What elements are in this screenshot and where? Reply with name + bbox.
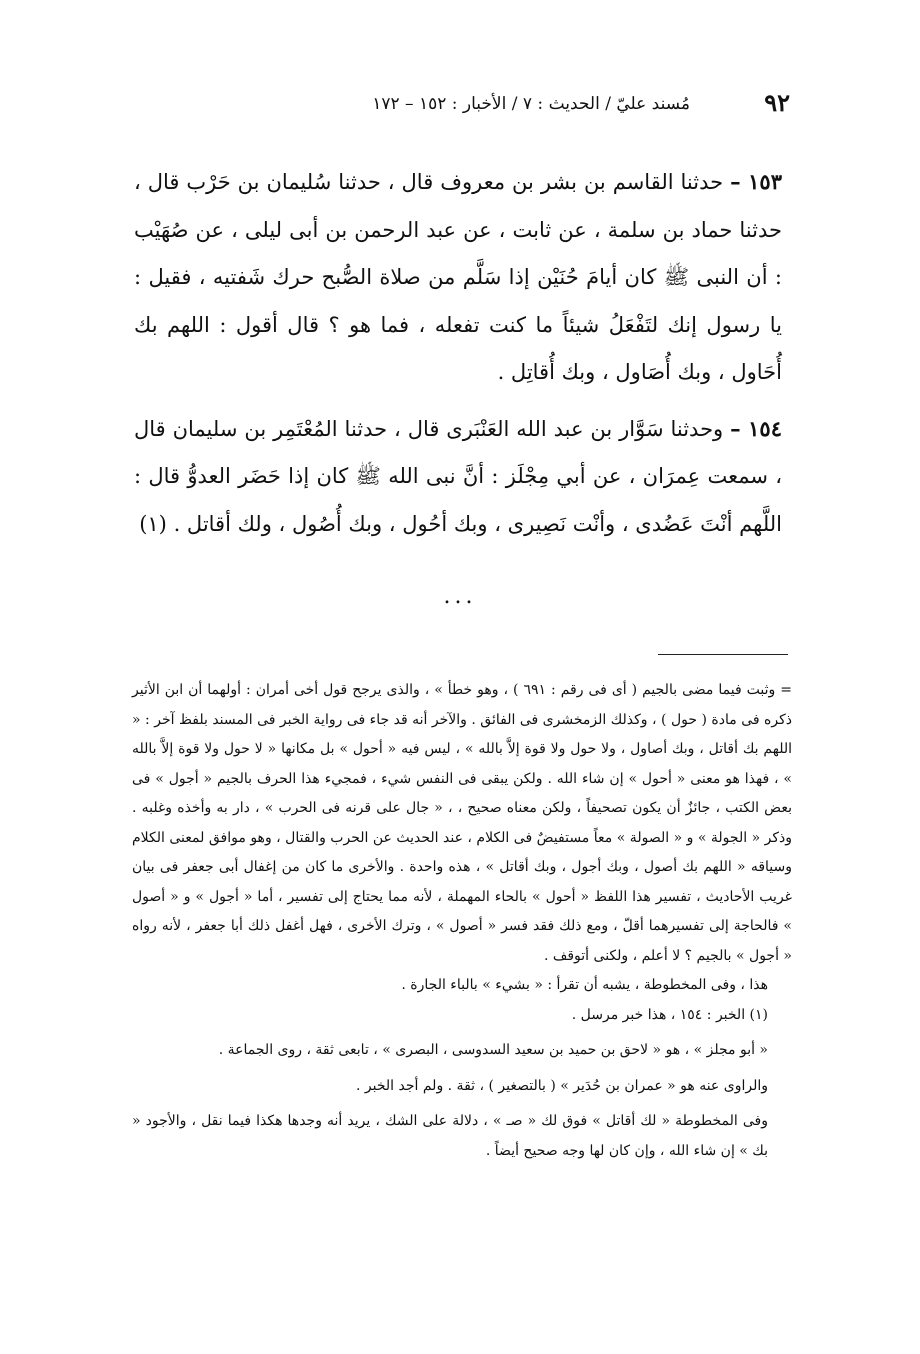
hadith-text: وحدثنا سَوَّار بن عبد الله العَنْبَرى قال ، حدثنا المُعْتَمِر بن سليمان قال ، سمعت عِمرَان ، عن أبي مِجْلَز : أنَّ نبى الله ﷺ كان إذا حَضَر العدوُّ قال : اللَّهم أنْتَ عَضُدى ، وأنْت نَصِيرى ، وبك أحُول ، وبك أُصُول ، ولك أقاتل . [134,416,782,536]
footnotes [132,676,792,1166]
footnote-continuation: = وثبت فيما مضى بالجيم ( أى فى رقم : ٦٩١ ) ، وهو خطأ » ، والذى يرجح قول أخى أمران : أولهما أن ابن الأثير ذكره فى مادة ( حول ) ، وكذلك الزمخشرى فى الفائق . والآخر أنه قد جاء فى رواية الخبر فى المسند بلفظ آخر : « اللهم بك أقاتل ، وبك أصاول ، ولا حول ولا قوة إلاَّ بالله » ، ليس فيه « أحول » بل مكانها « لا حول ولا قوة إلاَّ بالله » ، فهذا هو معنى « أحول » إن شاء الله . ولكن يبقى فى النفس شيء ، فمجيء هذا الحرف بالجيم « أجول » فى بعض الكتب ، جائزٌ أن يكون تصحيفاً ، ولكن معناه صحيح ، ، « جال على قرنه فى الحرب » ، دار به وأخذه وغلبه . وذكر « الجولة » و « الصولة » معاً مستفيضٌ فى الكلام ، عند الحديث عن الحرب والقتال ، وهو موافق لمعنى الكلام وسياقه « اللهم بك أصول ، وبك أجول ، وبك أقاتل » ، هذه واحدة . والأخرى ما كان من إغفال أبى جعفر فى بيان غريب الأحاديث ، تفسير هذا اللفظ « أحول » بالحاء المهملة ، لأنه مما يحتاج إلى تفسير ، أما « أجول » و « أصول » فالحاجة إلى تفسيرهما أقلّ ، ومع ذلك فقد فسر « أصول » ، وترك الأخرى ، فهل أغفل ذلك أبا جعفر ، لأنه رواه « أجول » بالجيم ؟ لا أعلم ، ولكنى أتوقف . [132,682,792,964]
footnote-divider [658,654,788,655]
hadith-153 [134,158,782,397]
page-header [150,88,790,128]
footnote-final: وفى المخطوطة « لك أقاتل » فوق لك « صـ » ، دلالة على الشك ، يريد أنه وجدها هكذا فيما نقل ، والأجود « بك » إن شاء الله ، وإن كان لها وجه صحيح أيضاً . [132,1113,768,1159]
hadith-154 [134,405,782,549]
section-separator: ... [443,584,477,609]
running-title: مُسند عليّ / الحديث : ٧ / الأخبار : ١٥٢ – ١٧٢ [372,94,690,114]
main-text [134,158,782,548]
footnote-narrator: والراوى عنه هو « عمران بن حُدَير » ( بالتصغير ) ، ثقة . ولم أجد الخبر . [356,1077,768,1094]
footnote-1: (١) الخبر : ١٥٤ ، هذا خبر مرسل . [571,1006,768,1023]
footnote-abu-mijlaz: « أبو مجلز » ، هو « لاحق بن حميد بن سعيد السدوسى ، البصرى » ، تابعى ثقة ، روى الجماعة . [218,1042,768,1058]
footnote-reference: (١) [139,511,167,536]
footnote-manuscript-note: هذا ، وفى المخطوطة ، يشبه أن تقرأ : « بشيء » بالباء الجارة . [401,977,768,993]
hadith-number: ١٥٤ – [730,415,782,441]
page-number: ٩٢ [764,88,790,117]
hadith-text: حدثنا القاسم بن بشر بن معروف قال ، حدثنا سُليمان بن حَرْب قال ، حدثنا حماد بن سلمة ، عن ثابت ، عن عبد الرحمن بن أبى ليلى ، عن صُهَيْب : أن النبى ﷺ كان أيامَ حُنَيْن إذا سَلَّم من صلاة الصُّبح حرك شَفتيه ، فقيل : يا رسول إنك لتَفْعَلُ شيئاً ما كنت تفعله ، فما هو ؟ قال أقول : اللهم بك أُحَاول ، وبك أُصَاول ، وبك أُقاتِل . [134,170,782,384]
hadith-number: ١٥٣ – [730,169,782,194]
